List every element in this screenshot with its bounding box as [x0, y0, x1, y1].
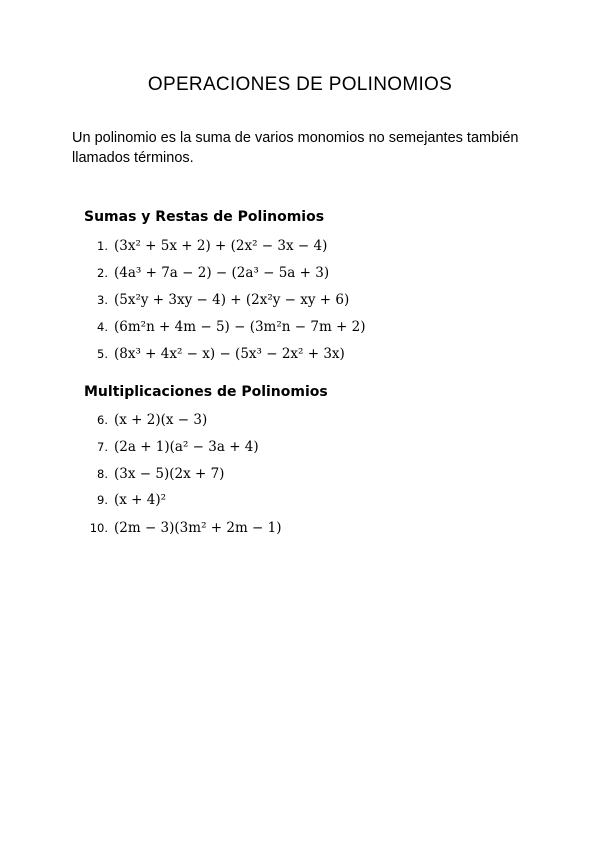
problem-number: 6.	[97, 413, 108, 427]
page-title: OPERACIONES DE POLINOMIOS	[147, 74, 453, 95]
problem-expression: (5x²y + 3xy − 4) + (2x²y − xy + 6)	[114, 292, 350, 308]
problem-item	[82, 319, 366, 335]
problem-number: 3.	[97, 293, 108, 307]
problem-item	[82, 492, 166, 508]
problem-number: 7.	[97, 440, 108, 454]
problem-item	[82, 466, 224, 482]
problem-expression: (2m − 3)(3m² + 2m − 1)	[114, 520, 282, 536]
problem-item	[82, 412, 207, 428]
problem-expression: (4a³ + 7a − 2) − (2a³ − 5a + 3)	[114, 265, 330, 281]
problem-expression: (8x³ + 4x² − x) − (5x³ − 2x² + 3x)	[114, 346, 345, 362]
problem-number: 1.	[97, 239, 108, 253]
problem-number: 5.	[97, 347, 108, 361]
problem-expression: (3x − 5)(2x + 7)	[114, 466, 225, 482]
problem-number: 8.	[97, 467, 108, 481]
problem-item	[82, 292, 349, 308]
problem-item	[82, 238, 327, 254]
problem-item	[82, 265, 329, 281]
problem-number: 10.	[89, 521, 108, 535]
problem-item	[82, 346, 345, 362]
section-title-multiplications: Multiplicaciones de Polinomios	[84, 384, 328, 400]
problem-number: 9.	[97, 493, 108, 507]
section-title-sums: Sumas y Restas de Polinomios	[84, 209, 325, 225]
problem-expression: (6m²n + 4m − 5) − (3m²n − 7m + 2)	[114, 319, 366, 335]
problem-expression: (x + 4)²	[114, 492, 167, 508]
problem-expression: (x + 2)(x − 3)	[114, 412, 208, 428]
problem-number: 4.	[97, 320, 108, 334]
problem-item	[82, 439, 259, 455]
problem-expression: (2a + 1)(a² − 3a + 4)	[114, 439, 259, 455]
problem-number: 2.	[97, 266, 108, 280]
problem-expression: (3x² + 5x + 2) + (2x² − 3x − 4)	[114, 238, 328, 254]
problem-item	[82, 520, 282, 536]
intro-paragraph: Un polinomio es la suma de varios monomios no semejantes también llamados términos.	[72, 130, 519, 166]
